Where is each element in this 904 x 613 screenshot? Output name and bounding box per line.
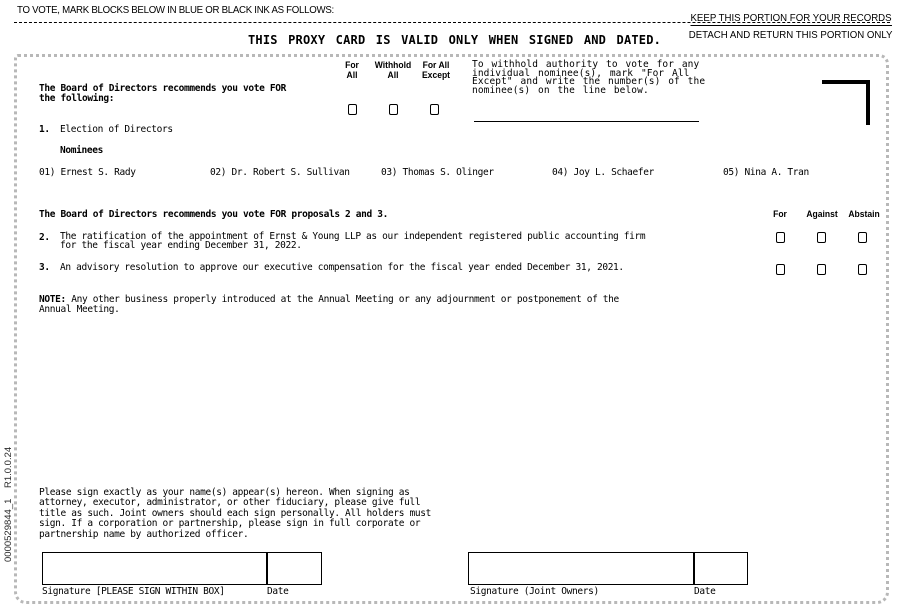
- checkbox-item-2-abstain[interactable]: [858, 232, 867, 243]
- item-1-number: 1.: [39, 124, 50, 135]
- signature-box-primary[interactable]: [42, 552, 268, 585]
- col-header-line: All: [346, 70, 358, 81]
- note-line-2: Annual Meeting.: [39, 303, 120, 315]
- nominees-label: Nominees: [60, 145, 103, 156]
- nominee-02: 02) Dr. Robert S. Sullivan: [210, 167, 350, 178]
- checkbox-for-all[interactable]: [348, 104, 357, 115]
- checkbox-item-2-for[interactable]: [776, 232, 785, 243]
- signature-label-primary: Signature [PLEASE SIGN WITHIN BOX]: [42, 586, 225, 597]
- date-label-primary: Date: [267, 586, 289, 597]
- board-rec-line-1: The Board of Directors recommends you vote FOR: [39, 83, 286, 94]
- withhold-line: individual nominee(s), mark "For All: [472, 67, 690, 79]
- nominee-04: 04) Joy L. Schaefer: [552, 167, 655, 178]
- signature-label-joint: Signature (Joint Owners): [470, 586, 599, 597]
- column-header-for: For: [773, 209, 787, 220]
- withhold-line: To withhold authority to vote for any: [472, 59, 700, 70]
- withhold-line: nominee(s) on the line below.: [472, 84, 649, 96]
- note-label: NOTE:: [39, 294, 66, 305]
- note-block: [39, 295, 619, 314]
- except-nominee-write-in-line[interactable]: [474, 121, 699, 122]
- detach-portion-label: DETACH AND RETURN THIS PORTION ONLY: [688, 29, 892, 41]
- job-code: 0000529844_1: [3, 498, 14, 562]
- nominee-01: 01) Ernest S. Rady: [39, 167, 136, 178]
- checkbox-item-3-for[interactable]: [776, 264, 785, 275]
- sign-instruction-line: Please sign exactly as your name(s) appear(s) hereon. When signing as: [39, 487, 410, 498]
- keep-portion-label: KEEP THIS PORTION FOR YOUR RECORDS: [690, 12, 892, 24]
- checkbox-item-3-against[interactable]: [817, 264, 826, 275]
- checkbox-for-all-except[interactable]: [430, 104, 439, 115]
- signature-box-joint[interactable]: [468, 552, 695, 585]
- item-2-text: [60, 232, 645, 250]
- item-2-number: 2.: [39, 232, 50, 243]
- revision-code: R1.0.0.24: [3, 446, 14, 489]
- column-header-for-all-except: [419, 61, 453, 81]
- column-header-withhold-all: [372, 61, 413, 81]
- column-header-abstain: Abstain: [848, 209, 880, 220]
- item-3-number: 3.: [39, 262, 50, 273]
- sign-instruction-line: title as such. Joint owners should each sign personally. All holders must: [39, 507, 431, 519]
- validity-notice: THIS PROXY CARD IS VALID ONLY WHEN SIGNED AND DATED.: [248, 33, 662, 47]
- checkbox-withhold-all[interactable]: [389, 104, 398, 115]
- nominee-03: 03) Thomas S. Olinger: [381, 167, 494, 178]
- sign-instruction-line: partnership name by authorized officer.: [39, 528, 249, 540]
- date-label-joint: Date: [694, 586, 716, 597]
- board-recommendation-1: [39, 84, 286, 103]
- voting-instructions: TO VOTE, MARK BLOCKS BELOW IN BLUE OR BLACK INK AS FOLLOWS:: [17, 4, 334, 16]
- item-1-title: Election of Directors: [60, 124, 173, 135]
- board-recommendation-2-3: The Board of Directors recommends you vote FOR proposals 2 and 3.: [39, 209, 389, 220]
- side-job-code: [3, 447, 14, 562]
- sign-instructions: [39, 488, 431, 540]
- registration-corner-mark: [822, 80, 870, 125]
- col-header-line: For All: [422, 60, 450, 71]
- board-rec-line-2: the following:: [39, 92, 115, 104]
- date-box-primary[interactable]: [266, 552, 322, 585]
- col-header-line: Except: [421, 70, 451, 81]
- col-header-line: Withhold: [374, 60, 412, 71]
- note-text: Any other business properly introduced at the Annual Meeting or any adjournment or postponement of the: [65, 294, 619, 305]
- date-box-joint[interactable]: [693, 552, 748, 585]
- checkbox-item-3-abstain[interactable]: [858, 264, 867, 275]
- item-2-line-2: for the fiscal year ending December 31, 2022.: [60, 240, 302, 251]
- sign-instruction-line: sign. If a corporation or partnership, please sign in full corporate or: [39, 518, 421, 530]
- column-header-against: Against: [806, 209, 838, 220]
- checkbox-item-2-against[interactable]: [817, 232, 826, 243]
- note-line-1: [39, 295, 619, 305]
- item-2-line-1: The ratification of the appointment of Ernst & Young LLP as our independent registered public accounting firm: [60, 231, 646, 242]
- item-3-text: An advisory resolution to approve our executive compensation for the fiscal year ended December 31, 2021.: [60, 262, 624, 273]
- withhold-line: Except" and write the number(s) of the: [472, 76, 706, 88]
- sign-instruction-line: attorney, executor, administrator, or other fiduciary, please give full: [39, 497, 421, 509]
- col-header-line: For: [345, 60, 359, 71]
- col-header-line: All: [387, 70, 399, 81]
- column-header-for-all: [338, 61, 367, 81]
- nominee-05: 05) Nina A. Tran: [723, 167, 809, 178]
- withhold-instructions: [472, 61, 705, 95]
